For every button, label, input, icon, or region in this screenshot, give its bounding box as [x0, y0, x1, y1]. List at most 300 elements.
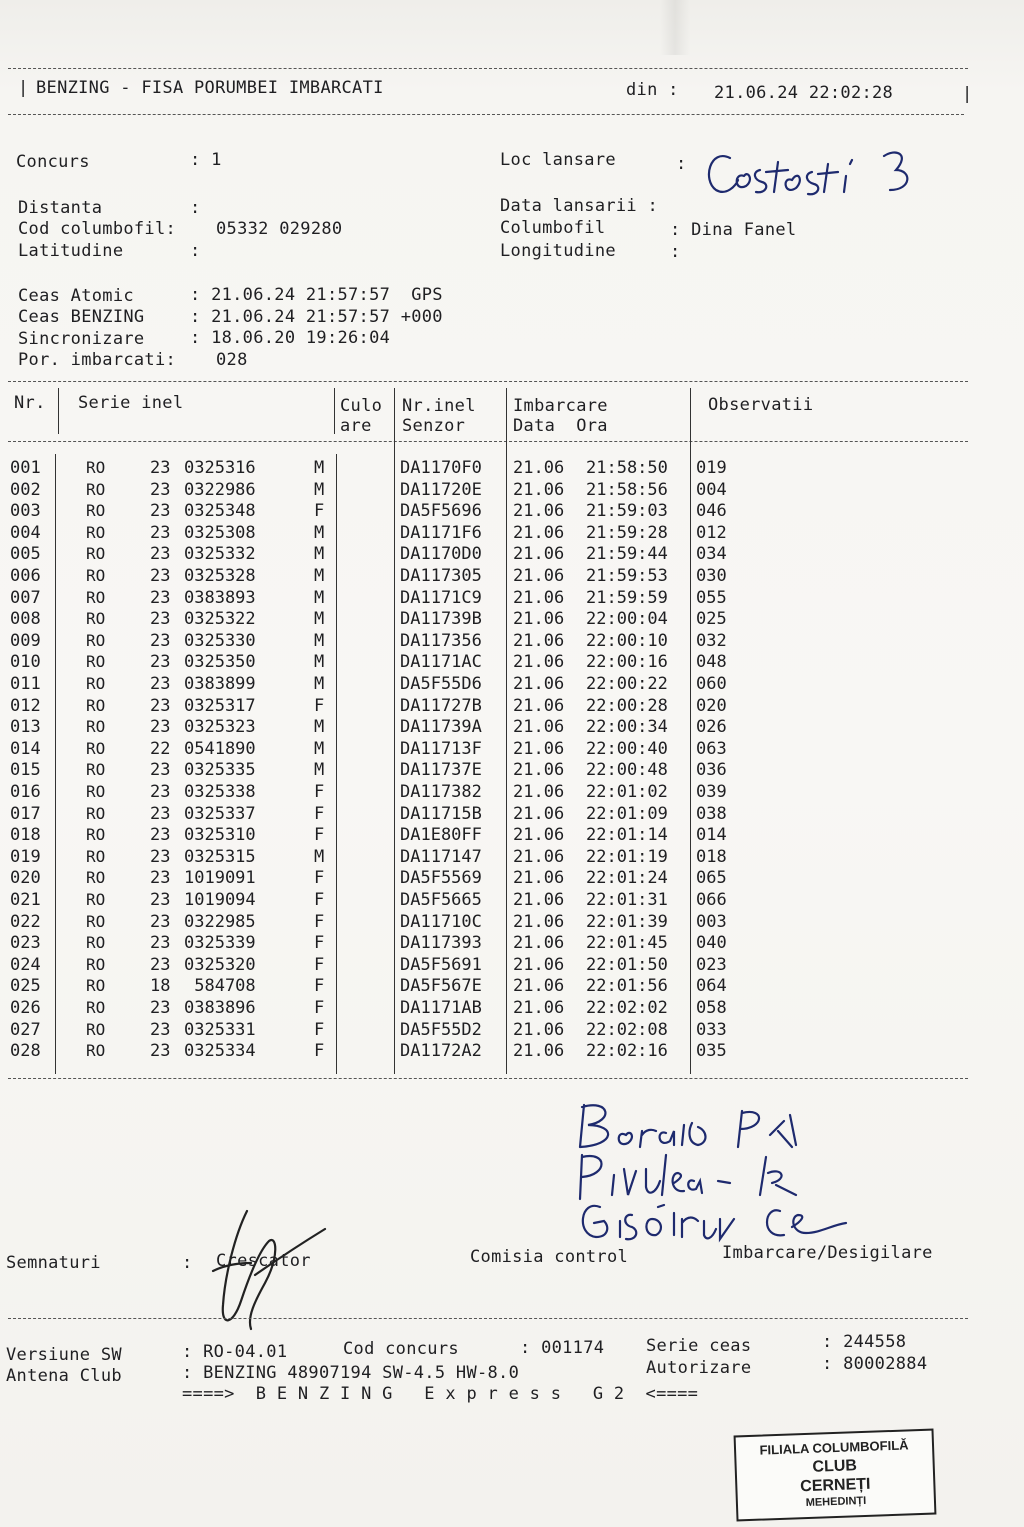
cell-time: 21:58:56 — [586, 479, 668, 500]
cell-year: 23 — [150, 803, 171, 824]
cell-time: 22:00:16 — [586, 652, 668, 673]
cell-time: 21:59:44 — [586, 544, 668, 565]
cell-ring: 0325334 — [184, 1041, 256, 1062]
cell-time: 22:01:19 — [586, 846, 668, 867]
cell-nr: 007 — [10, 587, 41, 608]
cell-sensor: DA5F5569 — [400, 868, 482, 889]
table-row — [0, 652, 1024, 674]
columbofil-value: : Dina Fanel — [670, 220, 797, 240]
cell-country: RO — [86, 976, 106, 996]
benzing-express-banner: ====> B E N Z I N G E x p r e s s G 2 <==== — [182, 1384, 699, 1404]
cell-time: 22:02:02 — [586, 998, 668, 1018]
col-header-observatii: Observatii — [708, 395, 814, 415]
cell-year: 23 — [150, 566, 171, 586]
cell-observatii: 039 — [696, 782, 727, 802]
table-row — [0, 890, 1024, 912]
cell-nr: 024 — [10, 954, 41, 975]
cell-sex: M — [314, 458, 325, 478]
table-row — [0, 717, 1024, 739]
cell-sensor: DA5F5691 — [400, 954, 482, 975]
cell-time: 22:00:34 — [586, 717, 668, 738]
cell-nr: 013 — [10, 717, 41, 738]
table-row — [0, 674, 1024, 696]
cell-date: 21.06 — [513, 998, 565, 1018]
cell-observatii: 055 — [696, 587, 727, 608]
din-timestamp: 21.06.24 22:02:28 — [714, 83, 894, 103]
cell-year: 23 — [150, 630, 171, 651]
cell-country: RO — [86, 738, 106, 758]
cell-date: 21.06 — [513, 868, 565, 889]
cell-year: 23 — [150, 717, 171, 738]
table-row — [0, 501, 1024, 523]
cell-sensor: DA5F55D2 — [400, 1019, 482, 1040]
loc-lansare-label: Loc lansare — [500, 150, 616, 170]
cell-sex: F — [314, 890, 325, 910]
col-header-culoare-2: are — [340, 416, 372, 436]
cell-observatii: 020 — [696, 695, 727, 716]
cell-country: RO — [86, 566, 106, 585]
cell-sensor: DA1172A2 — [400, 1041, 482, 1062]
cell-observatii: 048 — [696, 652, 727, 673]
cell-time: 22:00:40 — [586, 738, 668, 759]
cell-nr: 010 — [10, 652, 41, 673]
cell-observatii: 064 — [696, 976, 727, 997]
cell-ring: 0325320 — [184, 954, 256, 975]
cell-sensor: DA1E80FF — [400, 825, 482, 846]
cell-nr: 021 — [10, 890, 41, 910]
cell-time: 22:01:09 — [586, 803, 668, 824]
cell-sensor: DA11713F — [400, 738, 482, 759]
cell-sensor: DA11727B — [400, 695, 482, 716]
cell-time: 22:00:48 — [586, 760, 668, 781]
cell-time: 21:58:50 — [586, 458, 668, 478]
cell-sex: M — [314, 846, 325, 867]
table-row — [0, 609, 1024, 631]
cell-country: RO — [86, 717, 106, 737]
cell-country: RO — [86, 522, 106, 542]
handwritten-committee-signatures — [570, 1095, 950, 1255]
handwritten-location — [700, 140, 930, 202]
cell-sex: M — [314, 717, 325, 738]
cell-time: 22:01:45 — [586, 933, 668, 954]
cell-year: 23 — [150, 652, 171, 673]
cell-year: 23 — [150, 1019, 171, 1040]
cell-observatii: 014 — [696, 825, 727, 846]
cell-observatii: 032 — [696, 630, 727, 651]
col-header-nr-inel-1: Nr.inel — [402, 396, 476, 416]
table-row — [0, 523, 1024, 545]
cell-nr: 028 — [10, 1041, 41, 1062]
crescator-signature — [195, 1205, 345, 1340]
cell-time: 22:01:02 — [586, 782, 668, 802]
cell-country: RO — [86, 933, 106, 953]
cell-date: 21.06 — [513, 803, 565, 824]
distanta-label: Distanta — [18, 198, 103, 218]
cell-country: RO — [86, 1041, 106, 1061]
cell-sensor: DA5F5665 — [400, 890, 482, 910]
cell-observatii: 026 — [696, 717, 727, 738]
cell-date: 21.06 — [513, 933, 565, 954]
cell-ring: 0325332 — [184, 544, 256, 565]
ceas-atomic-label: Ceas Atomic — [18, 286, 134, 306]
cell-sex: F — [314, 998, 325, 1018]
cell-observatii: 004 — [696, 479, 727, 500]
cell-date: 21.06 — [513, 587, 565, 608]
cell-country: RO — [86, 695, 106, 715]
porumbei-imbarcati-value: 028 — [216, 350, 248, 370]
stamp-line-3: CERNEȚI — [799, 1475, 871, 1496]
stamp-line-4: MEHEDINȚI — [805, 1494, 867, 1510]
semnaturi-label: Semnaturi — [6, 1253, 101, 1273]
table-row — [0, 868, 1024, 890]
cell-observatii: 038 — [696, 803, 727, 824]
cell-nr: 001 — [10, 458, 41, 478]
cell-ring: 0325335 — [184, 760, 256, 781]
cell-sensor: DA11739B — [400, 609, 482, 630]
cell-sensor: DA117356 — [400, 630, 482, 651]
cell-sex: F — [314, 825, 325, 846]
cell-time: 22:01:31 — [586, 890, 668, 910]
serie-ceas-label: Serie ceas — [646, 1336, 752, 1356]
cell-time: 22:01:14 — [586, 825, 668, 846]
cell-country: RO — [86, 954, 106, 974]
cell-year: 23 — [150, 846, 171, 867]
cell-time: 22:01:50 — [586, 954, 668, 975]
table-bottom-border — [8, 1078, 968, 1079]
cell-date: 21.06 — [513, 566, 565, 586]
cell-time: 21:59:28 — [586, 522, 668, 543]
cell-observatii: 034 — [696, 544, 727, 565]
cell-nr: 003 — [10, 501, 41, 522]
cell-country: RO — [86, 846, 106, 866]
table-row — [0, 998, 1024, 1020]
stamp-line-2: CLUB — [812, 1457, 858, 1476]
cell-observatii: 019 — [696, 458, 727, 478]
semnaturi-colon: : — [182, 1253, 193, 1273]
cell-date: 21.06 — [513, 674, 565, 694]
cell-nr: 002 — [10, 479, 41, 500]
cell-observatii: 025 — [696, 609, 727, 630]
cell-country: RO — [86, 911, 106, 931]
table-header-border — [8, 441, 968, 442]
cell-year: 23 — [150, 933, 171, 954]
cell-country: RO — [86, 652, 106, 672]
cell-sex: M — [314, 544, 325, 565]
table-row — [0, 544, 1024, 566]
cell-time: 22:02:16 — [586, 1041, 668, 1062]
table-row — [0, 458, 1024, 480]
cell-year: 23 — [150, 998, 171, 1018]
cell-sensor: DA117393 — [400, 933, 482, 954]
table-row — [0, 588, 1024, 610]
columbofil-label: Columbofil — [500, 218, 606, 238]
cell-observatii: 003 — [696, 911, 727, 932]
cell-ring: 0325339 — [184, 933, 256, 954]
cell-time: 22:02:08 — [586, 1019, 668, 1040]
cell-year: 23 — [150, 587, 171, 608]
cell-sex: F — [314, 933, 325, 954]
cell-observatii: 060 — [696, 674, 727, 694]
cell-date: 21.06 — [513, 717, 565, 738]
cell-time: 22:01:39 — [586, 911, 668, 932]
cell-sex: F — [314, 954, 325, 975]
cell-ring: 1019094 — [184, 890, 256, 910]
cell-nr: 026 — [10, 998, 41, 1018]
cell-sex: F — [314, 803, 325, 824]
cell-observatii: 040 — [696, 933, 727, 954]
cell-observatii: 058 — [696, 998, 727, 1018]
table-row — [0, 631, 1024, 653]
cell-country: RO — [86, 609, 106, 629]
cell-sex: F — [314, 1019, 325, 1040]
cell-observatii: 036 — [696, 760, 727, 781]
cell-nr: 014 — [10, 738, 41, 759]
imbarcare-desigilare-label: Imbarcare/Desigilare — [722, 1243, 933, 1263]
stamp-line-1: FILIALA COLUMBOFILĂ — [759, 1437, 909, 1458]
cell-ring: 0325322 — [184, 609, 256, 630]
cell-ring: 0322986 — [184, 479, 256, 500]
cell-sensor: DA11720E — [400, 479, 482, 500]
cell-country: RO — [86, 998, 106, 1017]
cell-ring: 0325348 — [184, 501, 256, 522]
cell-country: RO — [86, 803, 106, 823]
col-header-nr-inel-2: Senzor — [402, 416, 466, 436]
cell-time: 21:59:03 — [586, 501, 668, 522]
cell-time: 21:59:59 — [586, 587, 668, 608]
cell-date: 21.06 — [513, 609, 565, 630]
table-row — [0, 760, 1024, 782]
cell-nr: 016 — [10, 782, 41, 802]
antena-club-value: : BENZING 48907194 SW-4.5 HW-8.0 — [182, 1363, 520, 1383]
cell-country: RO — [86, 630, 106, 650]
cell-sensor: DA1171C9 — [400, 587, 482, 608]
cell-sex: F — [314, 1041, 325, 1062]
cell-sex: M — [314, 479, 325, 500]
cell-date: 21.06 — [513, 825, 565, 846]
cell-ring: 0541890 — [184, 738, 256, 759]
col-header-culoare-1: Culo — [340, 396, 383, 416]
cell-date: 21.06 — [513, 890, 565, 910]
cell-year: 23 — [150, 479, 171, 500]
cell-observatii: 063 — [696, 738, 727, 759]
sincronizare-label: Sincronizare — [18, 329, 145, 349]
cell-observatii: 012 — [696, 522, 727, 543]
ceas-atomic-value: : 21.06.24 21:57:57 GPS — [190, 285, 443, 305]
antena-club-label: Antena Club — [6, 1366, 122, 1386]
cell-date: 21.06 — [513, 522, 565, 543]
header-top-border — [8, 68, 968, 69]
table-row — [0, 739, 1024, 761]
cell-country: RO — [86, 674, 106, 693]
cell-sex: F — [314, 501, 325, 522]
cell-year: 23 — [150, 911, 171, 932]
col-header-imbarcare-2: Data Ora — [513, 416, 608, 436]
table-row — [0, 480, 1024, 502]
cod-concurs-value: : 001174 — [520, 1338, 605, 1358]
cell-time: 22:01:24 — [586, 868, 668, 889]
table-row — [0, 696, 1024, 718]
col-header-serie-inel: Serie inel — [78, 393, 184, 413]
cell-observatii: 066 — [696, 890, 727, 910]
cell-date: 21.06 — [513, 501, 565, 522]
cell-country: RO — [86, 760, 106, 780]
cell-sex: F — [314, 782, 325, 802]
cell-nr: 020 — [10, 868, 41, 889]
cell-year: 23 — [150, 458, 171, 478]
cell-date: 21.06 — [513, 846, 565, 867]
cell-ring: 0325338 — [184, 782, 256, 802]
table-row — [0, 825, 1024, 847]
cell-sex: F — [314, 911, 325, 932]
table-row — [0, 566, 1024, 588]
cell-nr: 022 — [10, 911, 41, 932]
cell-year: 18 — [150, 976, 171, 997]
col-header-imbarcare-1: Imbarcare — [513, 396, 608, 416]
cell-sensor: DA1170F0 — [400, 458, 482, 478]
cell-ring: 0383896 — [184, 998, 256, 1018]
cell-sensor: DA117305 — [400, 566, 482, 586]
cell-country: RO — [86, 782, 106, 801]
cell-ring: 0325328 — [184, 566, 256, 586]
cell-sensor: DA5F567E — [400, 976, 482, 997]
table-row — [0, 955, 1024, 977]
table-row — [0, 1020, 1024, 1042]
cell-date: 21.06 — [513, 458, 565, 478]
cell-year: 23 — [150, 890, 171, 910]
cell-sensor: DA5F5696 — [400, 501, 482, 522]
cell-country: RO — [86, 479, 106, 499]
cell-nr: 023 — [10, 933, 41, 954]
header-right-bar: | — [962, 84, 973, 104]
cell-sex: M — [314, 566, 325, 586]
latitudine-value: : — [190, 241, 201, 261]
crescator-label: Crescator — [216, 1251, 311, 1271]
cell-date: 21.06 — [513, 695, 565, 716]
col-rule-serie-header — [334, 388, 335, 434]
cell-sensor: DA11710C — [400, 911, 482, 932]
autorizare-label: Autorizare — [646, 1358, 752, 1378]
versiune-sw-label: Versiune SW — [6, 1345, 122, 1365]
cell-sex: M — [314, 652, 325, 673]
cell-date: 21.06 — [513, 630, 565, 651]
cell-sensor: DA11739A — [400, 717, 482, 738]
longitudine-value: : — [670, 242, 681, 262]
cell-year: 23 — [150, 1041, 171, 1062]
cell-date: 21.06 — [513, 479, 565, 500]
cell-year: 23 — [150, 695, 171, 716]
cell-ring: 0322985 — [184, 911, 256, 932]
cod-concurs-label: Cod concurs — [343, 1339, 459, 1359]
cell-ring: 0383893 — [184, 587, 256, 608]
cell-date: 21.06 — [513, 911, 565, 932]
sincronizare-value: : 18.06.20 19:26:04 — [190, 328, 391, 348]
cell-year: 23 — [150, 522, 171, 543]
cell-date: 21.06 — [513, 954, 565, 975]
header-left-bar: | — [18, 78, 29, 98]
cell-ring: 0383899 — [184, 674, 256, 694]
cell-year: 23 — [150, 674, 171, 694]
cell-year: 23 — [150, 954, 171, 975]
cell-observatii: 023 — [696, 954, 727, 975]
data-lansarii-label: Data lansarii : — [500, 196, 659, 216]
cell-country: RO — [86, 1019, 106, 1039]
cell-time: 21:59:53 — [586, 566, 668, 586]
cod-columbofil-value: 05332 029280 — [216, 219, 343, 239]
cell-ring: 0325350 — [184, 652, 256, 673]
cell-date: 21.06 — [513, 1041, 565, 1062]
cell-sex: M — [314, 522, 325, 543]
cell-sex: F — [314, 695, 325, 716]
comisia-control-label: Comisia control — [470, 1247, 629, 1267]
cell-sex: M — [314, 587, 325, 608]
cell-date: 21.06 — [513, 652, 565, 673]
cell-country: RO — [86, 458, 106, 477]
versiune-sw-value: : RO-04.01 — [182, 1342, 288, 1362]
latitudine-label: Latitudine — [18, 241, 124, 261]
cell-sensor: DA117147 — [400, 846, 482, 867]
cell-year: 23 — [150, 609, 171, 630]
cell-year: 23 — [150, 544, 171, 565]
ceas-benzing-label: Ceas BENZING — [18, 307, 145, 327]
cell-date: 21.06 — [513, 738, 565, 759]
cell-sensor: DA11737E — [400, 760, 482, 781]
table-row — [0, 976, 1024, 998]
cell-sensor: DA1170D0 — [400, 544, 482, 565]
cell-year: 23 — [150, 825, 171, 846]
cell-sensor: DA1171AB — [400, 998, 482, 1018]
cell-sensor: DA1171F6 — [400, 522, 482, 543]
col-rule-nr-header — [58, 388, 59, 434]
longitudine-label: Longitudine — [500, 241, 616, 261]
concurs-value: : 1 — [190, 150, 222, 170]
table-row — [0, 933, 1024, 955]
cell-year: 23 — [150, 760, 171, 781]
header-bottom-border — [8, 114, 964, 115]
cell-date: 21.06 — [513, 1019, 565, 1040]
porumbei-imbarcati-label: Por. imbarcati: — [18, 350, 177, 370]
cell-nr: 019 — [10, 846, 41, 867]
paper-fold — [660, 0, 690, 55]
document-title: BENZING - FISA PORUMBEI IMBARCATI — [36, 78, 384, 98]
cell-country: RO — [86, 587, 106, 607]
cell-time: 22:00:28 — [586, 695, 668, 716]
cell-ring: 584708 — [184, 976, 256, 997]
cell-ring: 0325315 — [184, 846, 256, 867]
cell-sex: M — [314, 674, 325, 694]
cell-observatii: 018 — [696, 846, 727, 867]
cell-observatii: 033 — [696, 1019, 727, 1040]
cell-ring: 0325337 — [184, 803, 256, 824]
distanta-value: : — [190, 198, 201, 218]
cell-observatii: 035 — [696, 1041, 727, 1062]
cell-nr: 025 — [10, 976, 41, 997]
cell-nr: 011 — [10, 674, 41, 694]
cell-ring: 0325308 — [184, 522, 256, 543]
serie-ceas-value: : 244558 — [822, 1332, 907, 1352]
cell-sensor: DA5F55D6 — [400, 674, 482, 694]
din-label: din : — [626, 80, 679, 100]
cell-ring: 1019091 — [184, 868, 256, 889]
cell-country: RO — [86, 501, 106, 521]
cell-time: 22:00:22 — [586, 674, 668, 694]
cell-ring: 0325331 — [184, 1019, 256, 1040]
table-top-border — [8, 381, 968, 382]
cell-year: 23 — [150, 868, 171, 889]
cell-sex: M — [314, 630, 325, 651]
cell-date: 21.06 — [513, 976, 565, 997]
cell-sex: M — [314, 760, 325, 781]
cell-ring: 0325316 — [184, 458, 256, 478]
